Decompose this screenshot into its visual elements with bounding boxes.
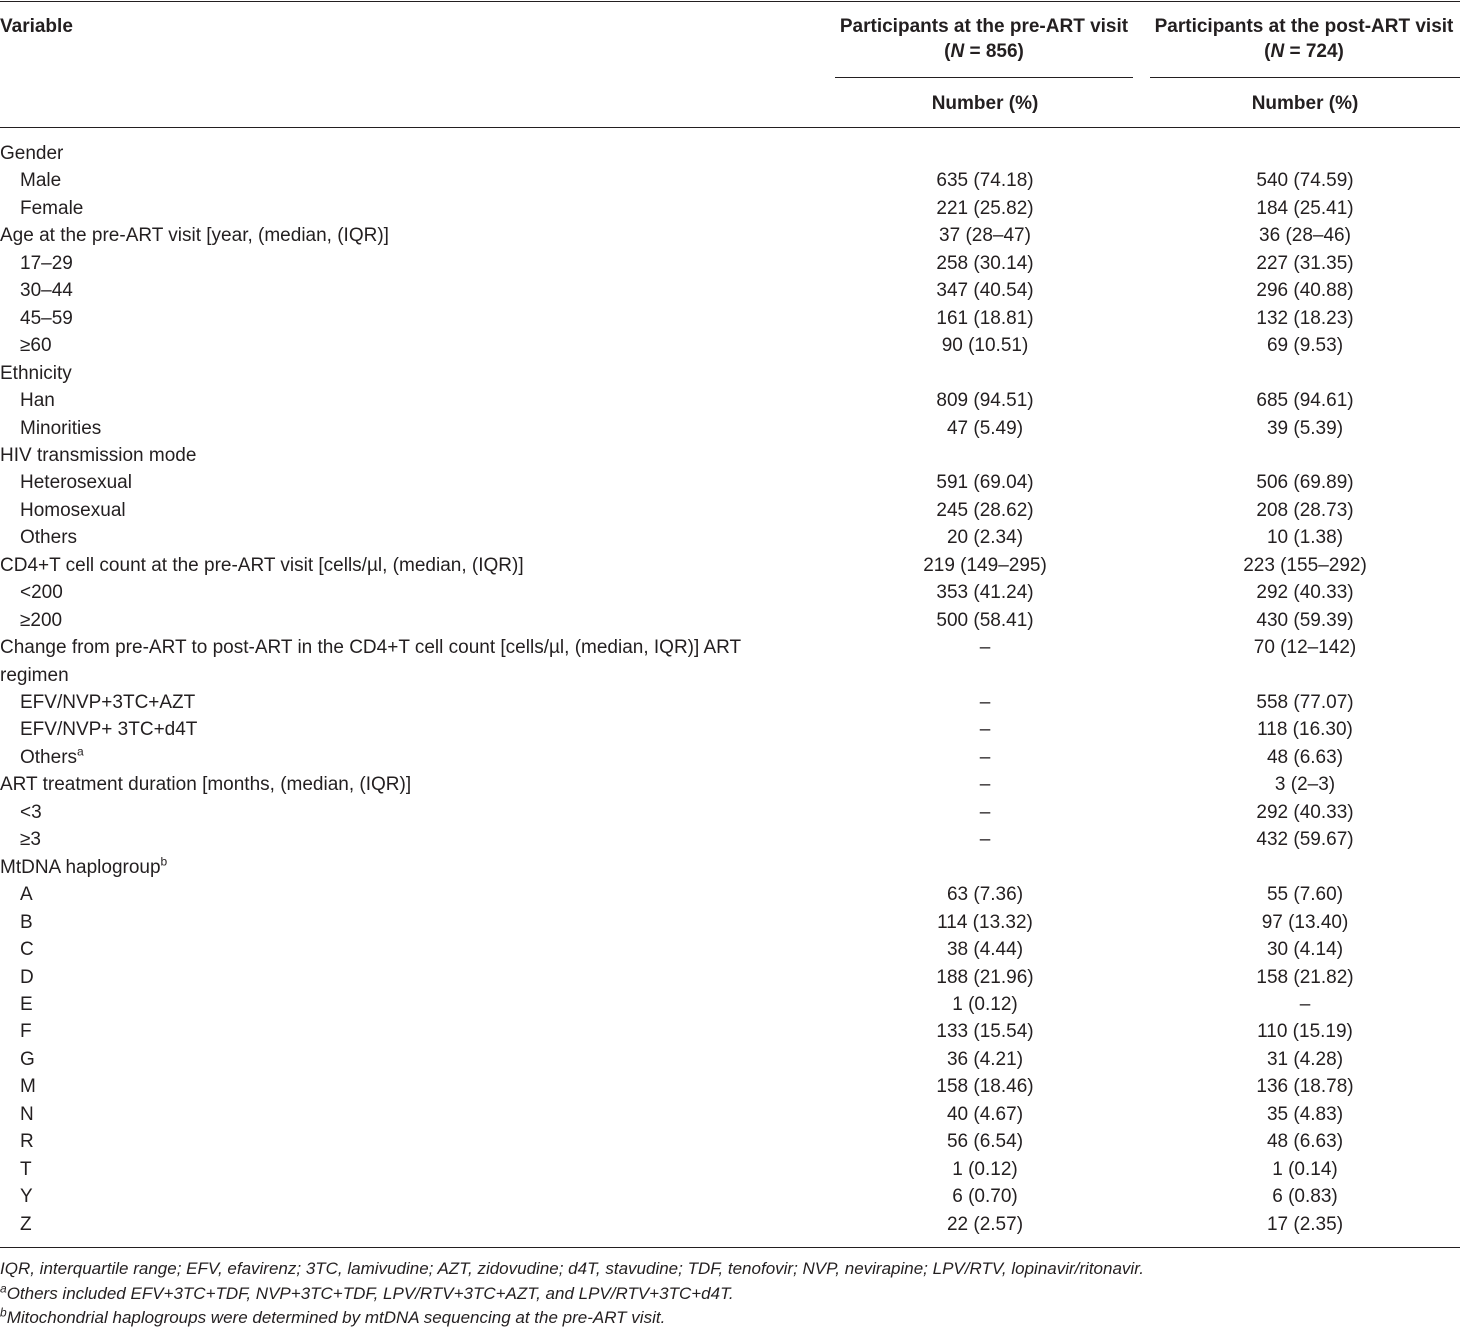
table-row — [0, 1101, 1460, 1128]
row-label: Age at the pre-ART visit [year, (median, (IQR)] — [0, 225, 389, 247]
footnote-a-mark: a — [0, 1281, 7, 1296]
table-row — [0, 1073, 1460, 1100]
footnote-a-text: Others included EFV+3TC+TDF, NVP+3TC+TDF, LPV/RTV+3TC+AZT, and LPV/RTV+3TC+d4T. — [6, 1284, 734, 1303]
cell-pre-art: 38 (4.44) — [946, 939, 1024, 961]
row-label: ≥60 — [20, 335, 52, 357]
row-label: Female — [20, 197, 84, 219]
cell-pre-art: 6 (0.70) — [952, 1186, 1018, 1208]
table-row — [0, 991, 1460, 1018]
cell-post-art: 69 (9.53) — [1266, 335, 1344, 357]
cell-pre-art: 188 (21.96) — [936, 966, 1034, 988]
table-row — [0, 497, 1460, 524]
cell-pre-art: 353 (41.24) — [936, 582, 1034, 604]
footnote-b-mark: b — [0, 1305, 7, 1320]
table-row — [0, 167, 1460, 194]
cell-post-art: 292 (40.33) — [1256, 801, 1354, 823]
header-variable: Variable — [0, 16, 73, 37]
row-label: T — [20, 1158, 32, 1180]
footnote-b — [0, 1306, 665, 1330]
row-label: CD4+T cell count at the pre-ART visit [cells/µl, (median, (IQR)] — [0, 554, 524, 576]
row-label: HIV transmission mode — [0, 444, 197, 466]
cell-pre-art: 47 (5.49) — [946, 417, 1024, 439]
cell-post-art: 31 (4.28) — [1266, 1048, 1344, 1070]
cell-pre-art: 258 (30.14) — [936, 252, 1034, 274]
header-subrule-col2 — [1150, 77, 1460, 78]
table-row — [0, 662, 1460, 689]
cell-pre-art: 40 (4.67) — [946, 1103, 1024, 1125]
cell-pre-art: – — [979, 719, 991, 741]
table-row — [0, 305, 1460, 332]
cell-pre-art: 221 (25.82) — [936, 197, 1034, 219]
row-label: ≥3 — [20, 829, 41, 851]
table-row — [0, 881, 1460, 908]
table-row — [0, 689, 1460, 716]
cell-pre-art: 90 (10.51) — [941, 335, 1029, 357]
table-row — [0, 854, 1460, 881]
cell-post-art: 227 (31.35) — [1256, 252, 1354, 274]
table-row — [0, 716, 1460, 743]
cell-pre-art: 20 (2.34) — [946, 527, 1024, 549]
row-label: ≥200 — [20, 609, 63, 631]
header-col2 — [1148, 14, 1460, 64]
header-col1 — [833, 14, 1135, 64]
row-label: C — [20, 939, 34, 961]
row-label: B — [20, 911, 33, 933]
row-label: M — [20, 1076, 36, 1098]
cell-post-art: 17 (2.35) — [1266, 1213, 1344, 1235]
row-label: N — [20, 1103, 34, 1125]
table-row — [0, 1046, 1460, 1073]
cell-post-art: 184 (25.41) — [1256, 197, 1354, 219]
top-rule — [0, 1, 1460, 2]
row-label: E — [20, 993, 33, 1015]
table-row — [0, 826, 1460, 853]
cell-post-art: 136 (18.78) — [1256, 1076, 1354, 1098]
bottom-rule — [0, 1247, 1460, 1248]
row-label: A — [20, 884, 33, 906]
cell-pre-art: 22 (2.57) — [946, 1213, 1024, 1235]
table-row — [0, 524, 1460, 551]
table-row — [0, 1018, 1460, 1045]
header-subrule-col1 — [835, 77, 1133, 78]
table-row — [0, 579, 1460, 606]
row-label: EFV/NVP+ 3TC+d4T — [20, 719, 198, 741]
header-bottom-rule — [0, 127, 1460, 128]
cell-post-art: 118 (16.30) — [1257, 719, 1353, 741]
row-label: D — [20, 966, 34, 988]
table-row — [0, 634, 1460, 661]
cell-pre-art: 591 (69.04) — [936, 472, 1034, 494]
cell-post-art: 39 (5.39) — [1266, 417, 1344, 439]
row-label: Han — [20, 390, 55, 412]
row-label: Minorities — [20, 417, 102, 439]
cell-post-art: 292 (40.33) — [1256, 582, 1354, 604]
cell-post-art: 110 (15.19) — [1257, 1021, 1353, 1043]
footnote-abbreviations: IQR, interquartile range; EFV, efavirenz; 3TC, lamivudine; AZT, zidovudine; d4T, stavudine; TDF, tenofovir; NVP, nevirapine; LPV/RTV, lopinavir/ritonavir. — [0, 1259, 1144, 1278]
cell-post-art: 10 (1.38) — [1266, 527, 1344, 549]
row-label: Heterosexual — [20, 472, 132, 494]
table-row — [0, 222, 1460, 249]
cell-pre-art: – — [979, 746, 991, 768]
header-col1-unit: Number (%) — [931, 93, 1039, 114]
table-row — [0, 936, 1460, 963]
table-row — [0, 1211, 1460, 1238]
table-row — [0, 1183, 1460, 1210]
cell-pre-art: 133 (15.54) — [936, 1021, 1034, 1043]
table-row — [0, 387, 1460, 414]
cell-pre-art: 347 (40.54) — [936, 280, 1034, 302]
cell-post-art: 296 (40.88) — [1256, 280, 1354, 302]
table-row — [0, 250, 1460, 277]
table-row — [0, 1156, 1460, 1183]
cell-pre-art: – — [979, 692, 991, 713]
row-label: <200 — [20, 582, 63, 604]
footnote-a — [0, 1282, 734, 1306]
header-col2-title: Participants at the post-ART visit — [1154, 16, 1454, 37]
table-row — [0, 442, 1460, 469]
cell-post-art: 506 (69.89) — [1256, 472, 1354, 494]
cell-post-art: 430 (59.39) — [1256, 609, 1354, 631]
cell-pre-art: 1 (0.12) — [952, 993, 1018, 1015]
cell-pre-art: – — [979, 774, 991, 796]
header-col1-title: Participants at the pre-ART visit — [839, 16, 1129, 37]
table-row — [0, 140, 1460, 167]
cell-pre-art: 161 (18.81) — [936, 307, 1034, 329]
row-label: 30–44 — [20, 280, 73, 302]
table-row — [0, 552, 1460, 579]
cell-post-art: 685 (94.61) — [1256, 390, 1354, 412]
row-label: R — [20, 1131, 34, 1153]
cell-pre-art: 36 (4.21) — [946, 1048, 1024, 1070]
row-label: Others — [20, 527, 78, 549]
table-row — [0, 360, 1460, 387]
row-label: regimen — [0, 664, 69, 686]
row-label: 17–29 — [20, 252, 73, 274]
row-label: MtDNA haplogroup$^b$ — [0, 854, 168, 878]
table-row — [0, 195, 1460, 222]
cell-pre-art: 500 (58.41) — [936, 609, 1034, 631]
table-row — [0, 909, 1460, 936]
cell-pre-art: 1 (0.12) — [952, 1158, 1018, 1180]
cell-pre-art: 245 (28.62) — [936, 499, 1034, 521]
table-row — [0, 415, 1460, 442]
cell-post-art: 208 (28.73) — [1256, 499, 1354, 521]
table-row — [0, 964, 1460, 991]
cell-post-art: 6 (0.83) — [1272, 1186, 1338, 1208]
cell-pre-art: – — [979, 829, 991, 851]
header-col1-n: (N = 856) — [944, 41, 1024, 62]
table-row — [0, 469, 1460, 496]
row-label: <3 — [20, 801, 42, 823]
cell-post-art: 558 (77.07) — [1256, 692, 1354, 713]
cell-post-art: – — [1299, 993, 1311, 1015]
cell-post-art: 55 (7.60) — [1266, 884, 1344, 906]
table-row — [0, 277, 1460, 304]
cell-pre-art: 63 (7.36) — [946, 884, 1024, 906]
row-label: EFV/NVP+3TC+AZT — [20, 692, 196, 713]
cell-post-art: 30 (4.14) — [1266, 939, 1344, 961]
table-row — [0, 332, 1460, 359]
row-label: Male — [20, 170, 62, 192]
cell-pre-art: 37 (28–47) — [939, 225, 1031, 247]
cell-post-art: 70 (12–142) — [1253, 637, 1357, 659]
cell-pre-art: 56 (6.54) — [946, 1131, 1024, 1153]
cell-pre-art: 809 (94.51) — [936, 390, 1034, 412]
row-footnote-mark: b — [160, 854, 168, 869]
cell-post-art: 97 (13.40) — [1261, 911, 1349, 933]
table-row — [0, 1128, 1460, 1155]
cell-post-art: 132 (18.23) — [1256, 307, 1354, 329]
row-label: Z — [20, 1213, 32, 1235]
cell-post-art: 35 (4.83) — [1266, 1103, 1344, 1125]
row-label: Homosexual — [20, 499, 126, 521]
cell-pre-art: 158 (18.46) — [936, 1076, 1034, 1098]
header-col2-unit: Number (%) — [1251, 93, 1359, 114]
cell-pre-art: 114 (13.32) — [937, 911, 1033, 933]
cell-post-art: 158 (21.82) — [1256, 966, 1354, 988]
cell-post-art: 48 (6.63) — [1266, 746, 1344, 768]
row-label: F — [20, 1021, 32, 1043]
cell-pre-art: – — [979, 801, 991, 823]
row-label: ART treatment duration [months, (median, (IQR)] — [0, 774, 412, 796]
header-col2-n: (N = 724) — [1264, 41, 1344, 62]
cell-post-art: 1 (0.14) — [1272, 1158, 1338, 1180]
row-label: Others$^a$ — [20, 744, 84, 768]
row-footnote-mark: a — [77, 744, 84, 759]
cell-post-art: 432 (59.67) — [1256, 829, 1354, 851]
cell-post-art: 223 (155–292) — [1243, 554, 1367, 576]
cell-post-art: 36 (28–46) — [1259, 225, 1351, 247]
table-row — [0, 799, 1460, 826]
cell-post-art: 3 (2–3) — [1274, 774, 1336, 796]
table-row — [0, 771, 1460, 798]
cell-post-art: 48 (6.63) — [1266, 1131, 1344, 1153]
cell-pre-art: – — [979, 637, 991, 659]
row-label: Y — [20, 1186, 33, 1208]
cell-post-art: 540 (74.59) — [1256, 170, 1354, 192]
cell-pre-art: 219 (149–295) — [923, 554, 1047, 576]
table-row — [0, 607, 1460, 634]
cell-pre-art: 635 (74.18) — [936, 170, 1034, 192]
row-label: 45–59 — [20, 307, 73, 329]
row-label: Ethnicity — [0, 362, 72, 384]
footnote-b-text: Mitochondrial haplogroups were determined by mtDNA sequencing at the pre-ART visit. — [6, 1308, 666, 1327]
row-label: Change from pre-ART to post-ART in the CD4+T cell count [cells/µl, (median, IQR)] ART — [0, 637, 742, 659]
row-label: G — [20, 1048, 35, 1070]
row-label: Gender — [0, 143, 64, 164]
table-row — [0, 744, 1460, 771]
